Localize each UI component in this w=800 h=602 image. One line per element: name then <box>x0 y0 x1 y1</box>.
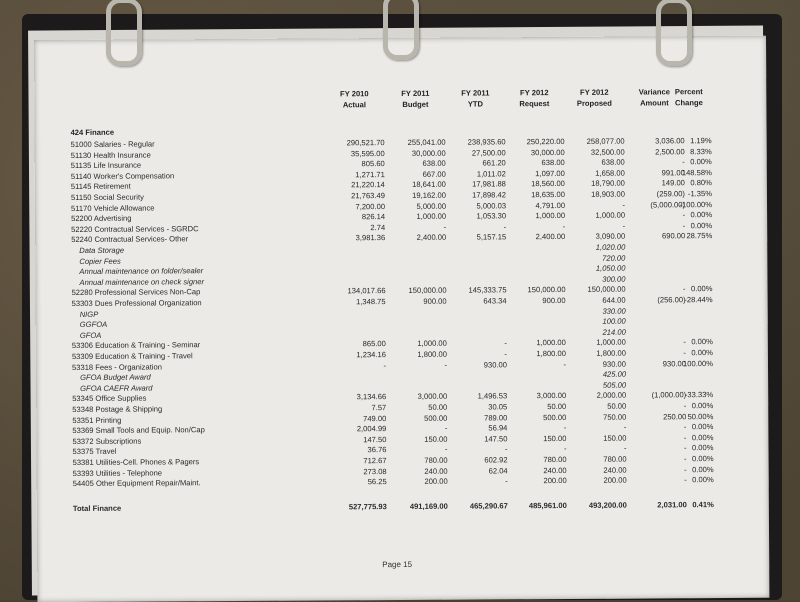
account-label: 53351 Printing <box>72 415 122 425</box>
cell-value: 1,011.02 <box>476 169 506 179</box>
column-header-line1: FY 2011 <box>401 88 430 98</box>
cell-value: 240.00 <box>543 465 567 475</box>
account-label: 54405 Other Equipment Repair/Maint. <box>72 478 201 489</box>
binder-ring-middle <box>383 0 419 60</box>
cell-value: 991.00 <box>661 168 685 178</box>
cell-value: 17,898.42 <box>472 190 506 200</box>
cell-value: 56.25 <box>367 477 387 487</box>
sub-item-label: Copier Fees <box>79 256 121 266</box>
column-header-line2: YTD <box>467 99 484 109</box>
cell-value: -1.35% <box>687 189 712 199</box>
column-header-line1: FY 2010 <box>340 89 369 99</box>
cell-value: (5,000.00) <box>650 199 686 210</box>
cell-value: - <box>682 210 686 220</box>
cell-value: 0.00% <box>691 337 713 347</box>
cell-value: -100.00% <box>679 199 713 209</box>
cell-value: 3,134.66 <box>356 392 387 402</box>
column-header <box>445 87 505 109</box>
total-row <box>37 500 769 515</box>
binder-ring-left <box>106 0 142 66</box>
cell-value: 4,791.00 <box>535 200 566 210</box>
cell-value: 3,981.36 <box>355 233 386 243</box>
cell-value: - <box>683 401 687 411</box>
cell-value: 1,348.75 <box>356 297 386 307</box>
cell-value: - <box>682 221 686 231</box>
cell-value: - <box>444 445 448 455</box>
cell-value: 150.00 <box>603 433 627 443</box>
cell-value: 638.00 <box>601 157 625 167</box>
cell-value: 149.00 <box>661 178 685 188</box>
cell-value: - <box>682 157 685 167</box>
sub-item-label: GFOA Budget Award <box>80 372 151 383</box>
cell-value: 643.34 <box>483 296 507 306</box>
cell-value: 900.00 <box>423 296 447 306</box>
cell-value: 661.20 <box>482 158 506 168</box>
cell-value: 35,595.00 <box>350 148 385 158</box>
cell-value: 32,500.00 <box>590 147 625 157</box>
account-label: Total Finance <box>72 503 122 513</box>
cell-value: 0.41% <box>692 499 714 510</box>
cell-value: 200.00 <box>603 475 627 485</box>
cell-value: 19,162.00 <box>412 190 446 200</box>
cell-value: 2,031.00 <box>657 500 687 510</box>
cell-value: (256.00) <box>657 295 686 305</box>
cell-value: 8.33% <box>690 146 712 156</box>
cell-value: 0.00% <box>691 422 714 432</box>
column-header <box>564 87 624 109</box>
cell-value: 0.00% <box>692 454 714 464</box>
cell-value: 0.00% <box>690 157 712 167</box>
cell-value: 2.74 <box>370 222 386 232</box>
cell-value: 780.00 <box>543 454 567 465</box>
sub-item-label: GGFOA <box>79 319 108 330</box>
cell-value: 50.00 <box>428 402 448 412</box>
cell-value: 50.00 <box>547 401 567 412</box>
cell-value: 2,000.00 <box>596 391 627 401</box>
column-header-line2: Budget <box>402 99 429 109</box>
cell-value: 27,500.00 <box>471 147 506 158</box>
cell-value: 2,400.00 <box>535 232 566 242</box>
cell-value: 0.00% <box>691 401 714 411</box>
cell-value: 147.50 <box>363 434 387 445</box>
sub-item-label: NIGP <box>79 309 99 319</box>
cell-value: - <box>563 444 567 454</box>
cell-value: 1,800.00 <box>417 349 447 359</box>
cell-value: - <box>562 221 566 231</box>
cell-value: 2,004.99 <box>356 424 387 434</box>
cell-value: 7.57 <box>371 403 387 413</box>
cell-value: 0.00% <box>691 348 713 358</box>
cell-value: 18,635.00 <box>531 189 565 200</box>
cell-value: - <box>622 200 626 210</box>
cell-value: 0.00% <box>690 220 713 231</box>
cell-value: 493,200.00 <box>588 500 627 510</box>
column-header-line2: Amount <box>640 98 669 108</box>
account-label: 51170 Vehicle Allowance <box>71 203 155 213</box>
cell-value: 638.00 <box>541 158 565 168</box>
cell-value: 900.00 <box>542 295 566 306</box>
cell-value: 28.75% <box>686 231 713 241</box>
cell-value: 3,000.00 <box>536 391 567 401</box>
cell-value: 240.00 <box>424 466 448 476</box>
column-header-line2: Change <box>674 98 703 108</box>
cell-value: 712.67 <box>363 456 387 466</box>
column-header-line1: Variance <box>638 87 670 97</box>
cell-value: 150,000.00 <box>527 285 566 295</box>
account-label: 53306 Education & Training - Seminar <box>71 340 201 351</box>
cell-value: 1,800.00 <box>596 348 626 358</box>
sub-item-label: Annual maintenance on folder/sealer <box>79 266 204 277</box>
cell-value: - <box>683 337 686 347</box>
cell-value: 644.00 <box>602 295 626 305</box>
column-header-line2: Actual <box>342 100 367 110</box>
cell-value: 50.00 <box>607 401 627 411</box>
cell-value: 238,935.60 <box>467 137 506 147</box>
cell-value: 2,500.00 <box>655 146 685 157</box>
account-label: 53318 Fees - Organization <box>71 362 162 372</box>
cell-value: - <box>684 475 687 485</box>
cell-value: 780.00 <box>603 454 627 464</box>
column-header <box>666 86 711 108</box>
column-header-line1: FY 2012 <box>520 88 549 98</box>
cell-value: 789.00 <box>484 412 508 423</box>
cell-value: - <box>504 444 508 454</box>
cell-value: 1,020.00 <box>595 242 626 252</box>
cell-value: - <box>504 338 507 348</box>
cell-value: - <box>383 360 387 370</box>
account-label: 52200 Advertising <box>71 213 132 224</box>
cell-value: 258,077.00 <box>586 136 625 146</box>
cell-value: 505.00 <box>602 380 627 390</box>
cell-value: 0.00% <box>691 443 714 453</box>
account-label: 51135 Life Insurance <box>70 160 142 171</box>
cell-value: 0.00% <box>690 210 713 220</box>
account-label: 51145 Retirement <box>70 182 131 192</box>
sub-item-label: GFOA <box>79 330 102 340</box>
sub-item-label: Annual maintenance on check signer <box>79 276 205 287</box>
column-header-line1: FY 2011 <box>461 88 490 98</box>
cell-value: 0.00% <box>692 464 714 474</box>
cell-value: 134,017.66 <box>347 286 386 296</box>
cell-value: 1,658.00 <box>595 168 625 178</box>
cell-value: 0.00% <box>691 432 714 443</box>
cell-value: 21,220.14 <box>351 180 385 190</box>
cell-value: 930.00 <box>602 359 627 369</box>
account-label: 53381 Utilities-Cell. Phones & Pagers <box>72 457 200 468</box>
account-label: 52280 Professional Services Non-Cap <box>71 287 201 298</box>
cell-value: - <box>563 423 567 433</box>
cell-value: 214.00 <box>602 327 626 337</box>
cell-value: 7,200.00 <box>355 201 386 211</box>
cell-value: 1,000.00 <box>535 211 566 221</box>
binder-ring-right <box>656 0 692 66</box>
cell-value: - <box>623 444 627 454</box>
cell-value: 1,050.00 <box>595 263 626 273</box>
cell-value: 21,763.49 <box>351 191 385 201</box>
cell-value: 3,036.00 <box>655 136 685 146</box>
cell-value: - <box>503 222 507 232</box>
cell-value: 1,000.00 <box>595 210 626 220</box>
cell-value: - <box>563 359 567 369</box>
cell-value: 148.58% <box>681 167 712 178</box>
cell-value: - <box>444 360 448 370</box>
cell-value: 602.92 <box>484 455 508 465</box>
cell-value: 3,090.00 <box>595 232 626 242</box>
cell-value: 2,400.00 <box>416 233 447 243</box>
cell-value: - <box>444 423 448 433</box>
account-label: 53345 Office Supplies <box>72 393 147 404</box>
cell-value: -28.44% <box>684 295 713 305</box>
cell-value: - <box>623 422 627 432</box>
cell-value: 290,521.70 <box>346 138 385 148</box>
sub-item-label: Data Storage <box>79 245 125 255</box>
cell-value: - <box>504 349 507 359</box>
cell-value: 62.04 <box>488 465 508 476</box>
cell-value: 690.00 <box>661 231 686 241</box>
cell-value: 300.00 <box>602 274 626 284</box>
cell-value: - <box>683 433 687 443</box>
cell-value: 200.00 <box>424 476 448 487</box>
column-header <box>504 87 564 109</box>
account-label: 51150 Social Security <box>70 192 144 203</box>
cell-value: 749.00 <box>363 413 387 423</box>
cell-value: 1,234.16 <box>356 350 386 360</box>
account-label: 53303 Dues Professional Organization <box>71 298 202 309</box>
cell-value: - <box>682 284 686 294</box>
cell-value: 527,775.93 <box>348 501 387 512</box>
cell-value: 500.00 <box>424 413 448 423</box>
budget-page <box>34 36 769 602</box>
cell-value: (259.00) <box>656 189 685 199</box>
cell-value: - <box>443 222 447 232</box>
cell-value: 18,903.00 <box>591 189 625 199</box>
cell-value: 930.00 <box>662 358 687 368</box>
cell-value: - <box>622 221 626 231</box>
cell-value: 18,641.00 <box>412 180 446 190</box>
cell-value: 485,961.00 <box>528 500 567 511</box>
cell-value: 826.14 <box>361 212 386 222</box>
cell-value: 1,000.00 <box>416 211 447 222</box>
account-label: 53372 Subscriptions <box>72 436 142 446</box>
cell-value: 30.05 <box>488 402 508 412</box>
cell-value: 1,000.00 <box>536 338 566 348</box>
account-label: 51130 Health Insurance <box>70 150 151 160</box>
column-header-line1: Percent <box>674 87 703 97</box>
cell-value: 150.00 <box>543 433 567 443</box>
sub-item-label: GFOA CAEFR Award <box>80 383 153 393</box>
cell-value: 17,981.88 <box>472 179 506 189</box>
cell-value: 150,000.00 <box>587 285 626 295</box>
cell-value: 18,790.00 <box>591 179 625 189</box>
cell-value: 1,271.71 <box>355 169 385 180</box>
cell-value: 56.94 <box>488 423 508 433</box>
cell-value: 5,157.15 <box>476 232 507 242</box>
account-label: 53348 Postage & Shipping <box>72 404 163 415</box>
cell-value: 250.00 <box>663 411 687 421</box>
cell-value: 150,000.00 <box>408 286 447 296</box>
cell-value: 147.50 <box>484 434 508 444</box>
cell-value: 36.76 <box>367 445 387 455</box>
page-number: Page 15 <box>382 559 413 570</box>
cell-value: 1,496.53 <box>477 391 508 401</box>
cell-value: 0.00% <box>690 284 713 294</box>
cell-value: 18,560.00 <box>531 179 565 189</box>
cell-value: 240.00 <box>603 465 627 475</box>
cell-value: 638.00 <box>422 158 446 169</box>
cell-value: 5,000.00 <box>416 201 447 211</box>
cell-value: 200.00 <box>543 476 567 486</box>
account-label: 51140 Worker's Compensation <box>70 171 175 181</box>
cell-value: 465,290.67 <box>469 501 508 511</box>
cell-value: 1,053.30 <box>476 211 507 221</box>
cell-value: 145,333.75 <box>468 285 507 295</box>
cell-value: 750.00 <box>603 412 627 422</box>
section-title: 424 Finance <box>70 127 115 138</box>
cell-value: - <box>683 422 687 432</box>
cell-value: 1.19% <box>690 136 712 146</box>
column-header-line2: Proposed <box>576 98 612 108</box>
cell-value: (1,000.00) <box>651 390 687 400</box>
account-label: 52240 Contractual Services- Other <box>71 234 189 245</box>
cell-value: 1,000.00 <box>417 339 447 349</box>
account-label: 51000 Salaries - Regular <box>70 139 155 150</box>
cell-value: 255,041.00 <box>407 137 446 147</box>
cell-value: - <box>683 348 686 358</box>
cell-value: 667.00 <box>422 169 446 179</box>
account-label: 52220 Contractual Services - SGRDC <box>71 224 199 234</box>
cell-value: 0.80% <box>690 178 712 188</box>
cell-value: - <box>684 464 687 474</box>
cell-value: 273.08 <box>363 466 387 476</box>
account-label: 53309 Education & Training - Travel <box>71 351 193 362</box>
cell-value: 150.00 <box>424 434 448 444</box>
cell-value: - <box>505 476 508 486</box>
cell-value: 491,169.00 <box>409 501 448 511</box>
cell-value: 30,000.00 <box>411 148 446 158</box>
cell-value: - <box>683 443 687 453</box>
column-header-line1: FY 2012 <box>580 87 609 97</box>
cell-value: 1,097.00 <box>535 168 565 178</box>
cell-value: 425.00 <box>602 369 627 379</box>
cell-value: 5,000.03 <box>476 200 507 211</box>
column-header-line2: Request <box>519 99 550 109</box>
account-label: 53375 Travel <box>72 447 117 457</box>
cell-value: 30,000.00 <box>530 147 565 157</box>
cell-value: 1,800.00 <box>536 348 566 359</box>
account-label: 53369 Small Tools and Equip. Non/Cap <box>72 425 205 436</box>
cell-value: 865.00 <box>362 339 386 349</box>
cell-value: 250,220.00 <box>526 136 565 147</box>
cell-value: 100.00% <box>682 358 714 368</box>
cell-value: - <box>684 454 687 464</box>
column-header <box>385 88 445 110</box>
cell-value: 3,000.00 <box>417 392 448 402</box>
column-header <box>324 88 384 110</box>
cell-value: 100.00 <box>602 316 626 326</box>
cell-value: 500.00 <box>543 412 567 422</box>
cell-value: 930.00 <box>483 359 508 370</box>
cell-value: 1,000.00 <box>596 338 626 348</box>
cell-value: -33.33% <box>684 390 714 400</box>
cell-value: 720.00 <box>602 253 626 263</box>
cell-value: 780.00 <box>424 455 448 465</box>
cell-value: 805.60 <box>361 159 385 169</box>
account-label: 53393 Utilities - Telephone <box>72 468 163 478</box>
cell-value: 330.00 <box>602 306 626 316</box>
cell-value: 50.00% <box>687 411 714 421</box>
cell-value: 0.00% <box>692 475 714 485</box>
